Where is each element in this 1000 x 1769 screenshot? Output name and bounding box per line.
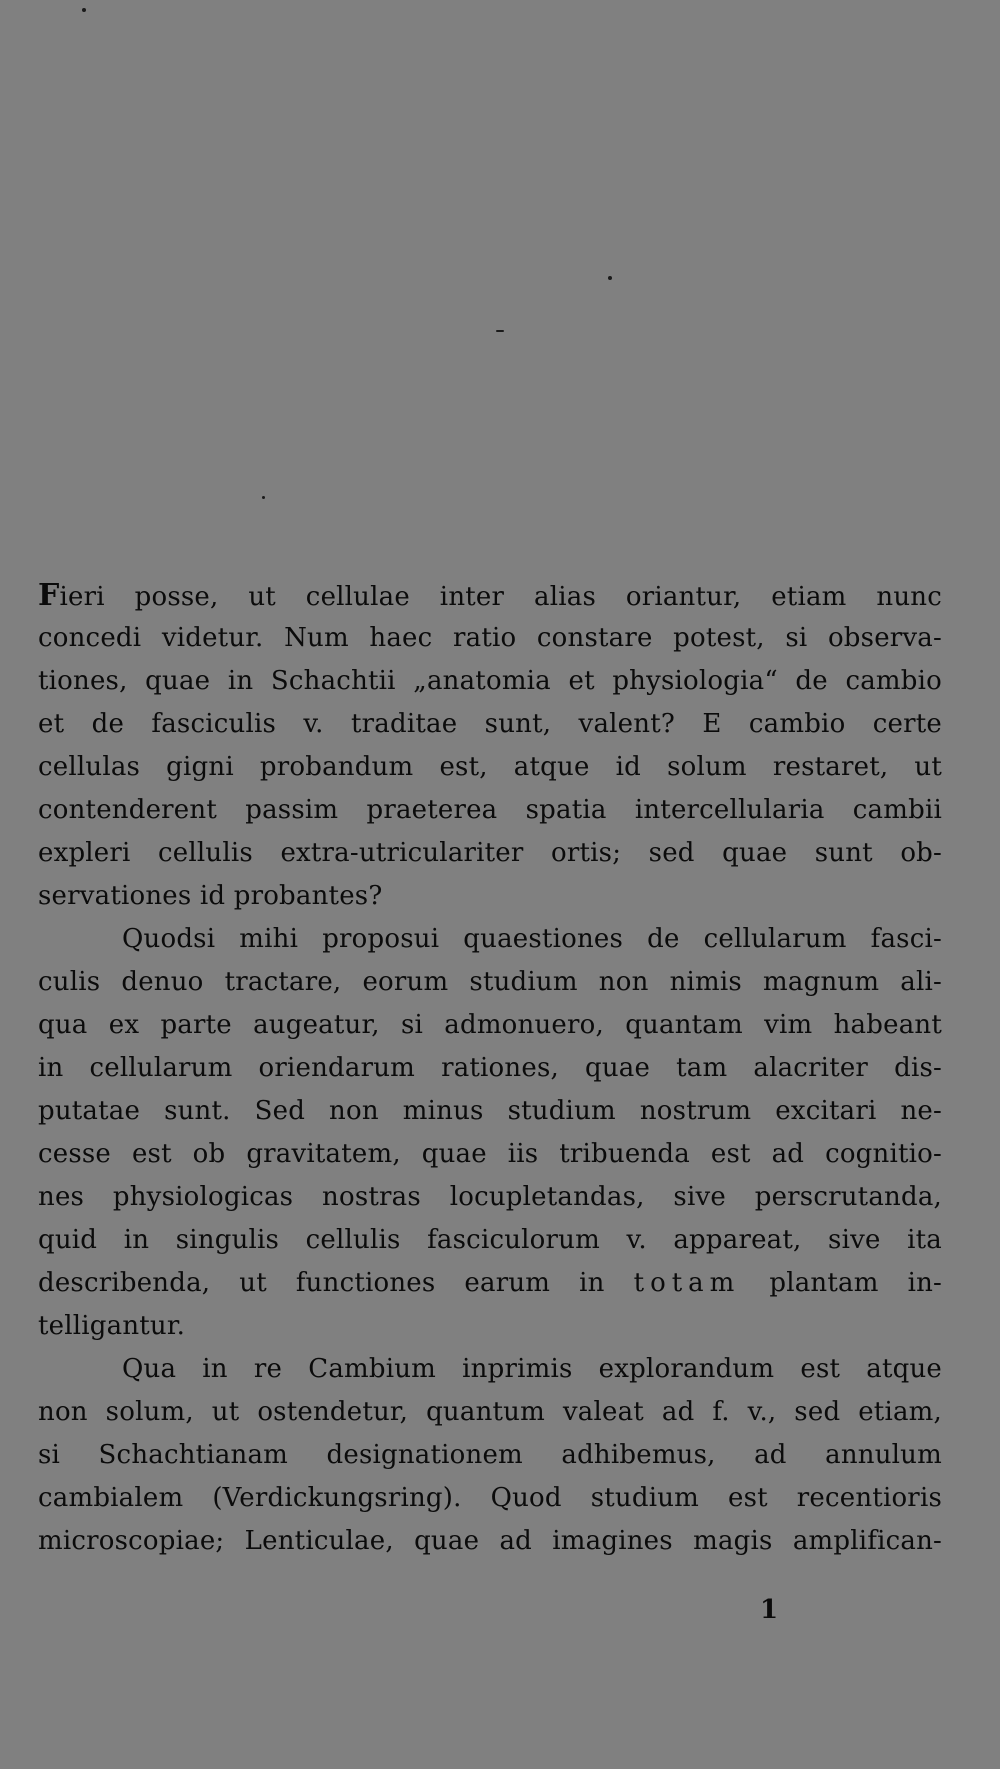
paragraph-3	[38, 1348, 942, 1563]
text-line: quid in singulis cellulis fasciculorum v. appareat, sive ita	[38, 1225, 942, 1255]
text-line: servationes id probantes?	[38, 881, 383, 911]
text-line: concedi videtur. Num haec ratio constare potest, si observa-	[38, 623, 942, 653]
text-line: tiones, quae in Schachtii „anatomia et physiologia“ de cambio	[38, 666, 942, 696]
scan-speck	[262, 496, 265, 499]
text-line: describenda, ut functiones earum in totam plantam in-	[38, 1268, 943, 1298]
text-line: cesse est ob gravitatem, quae iis tribuenda est ad cognitio-	[38, 1139, 942, 1169]
text-line: qua ex parte augeatur, si admonuero, quantam vim habeant	[38, 1010, 942, 1040]
text-line: nes physiologicas nostras locupletandas, sive perscrutanda,	[38, 1182, 942, 1212]
text-line: culis denuo tractare, eorum studium non nimis magnum ali-	[38, 967, 942, 997]
text-line: telligantur.	[38, 1311, 186, 1341]
text-line: putatae sunt. Sed non minus studium nostrum excitari ne-	[38, 1096, 942, 1126]
text-line: cellulas gigni probandum est, atque id solum restaret, ut	[38, 752, 942, 782]
scan-speck	[608, 276, 612, 280]
scan-speck	[82, 8, 86, 12]
text-line: in cellularum oriendarum rationes, quae tam alacriter dis-	[38, 1053, 942, 1083]
scan-speck	[496, 330, 504, 332]
text-line: si Schachtianam designationem adhibemus, ad annulum	[38, 1440, 942, 1470]
text-line: expleri cellulis extra-utriculariter ortis; sed quae sunt ob-	[38, 838, 942, 868]
paragraph-2	[38, 918, 942, 1348]
text-line: contenderent passim praeterea spatia intercellularia cambii	[38, 795, 942, 825]
text-line: et de fasciculis v. traditae sunt, valent? E cambio certe	[38, 709, 942, 739]
text-line: Fieri posse, ut cellulae inter alias oriantur, etiam nunc	[38, 578, 942, 613]
spaced-emphasis: totam	[633, 1268, 741, 1298]
page-number: 1	[760, 1595, 779, 1625]
text-line: cambialem (Verdickungsring). Quod studium est recentioris	[38, 1483, 942, 1513]
paragraph-1	[38, 574, 942, 918]
text-line: non solum, ut ostendetur, quantum valeat ad f. v., sed etiam,	[38, 1397, 942, 1427]
document-page	[38, 574, 942, 1563]
text-line: microscopiae; Lenticulae, quae ad imagines magis amplifican-	[38, 1526, 942, 1556]
drop-cap: F	[38, 578, 60, 613]
text-line: Quodsi mihi proposui quaestiones de cellularum fasci-	[122, 924, 942, 954]
text-line: Qua in re Cambium inprimis explorandum est atque	[122, 1354, 942, 1384]
